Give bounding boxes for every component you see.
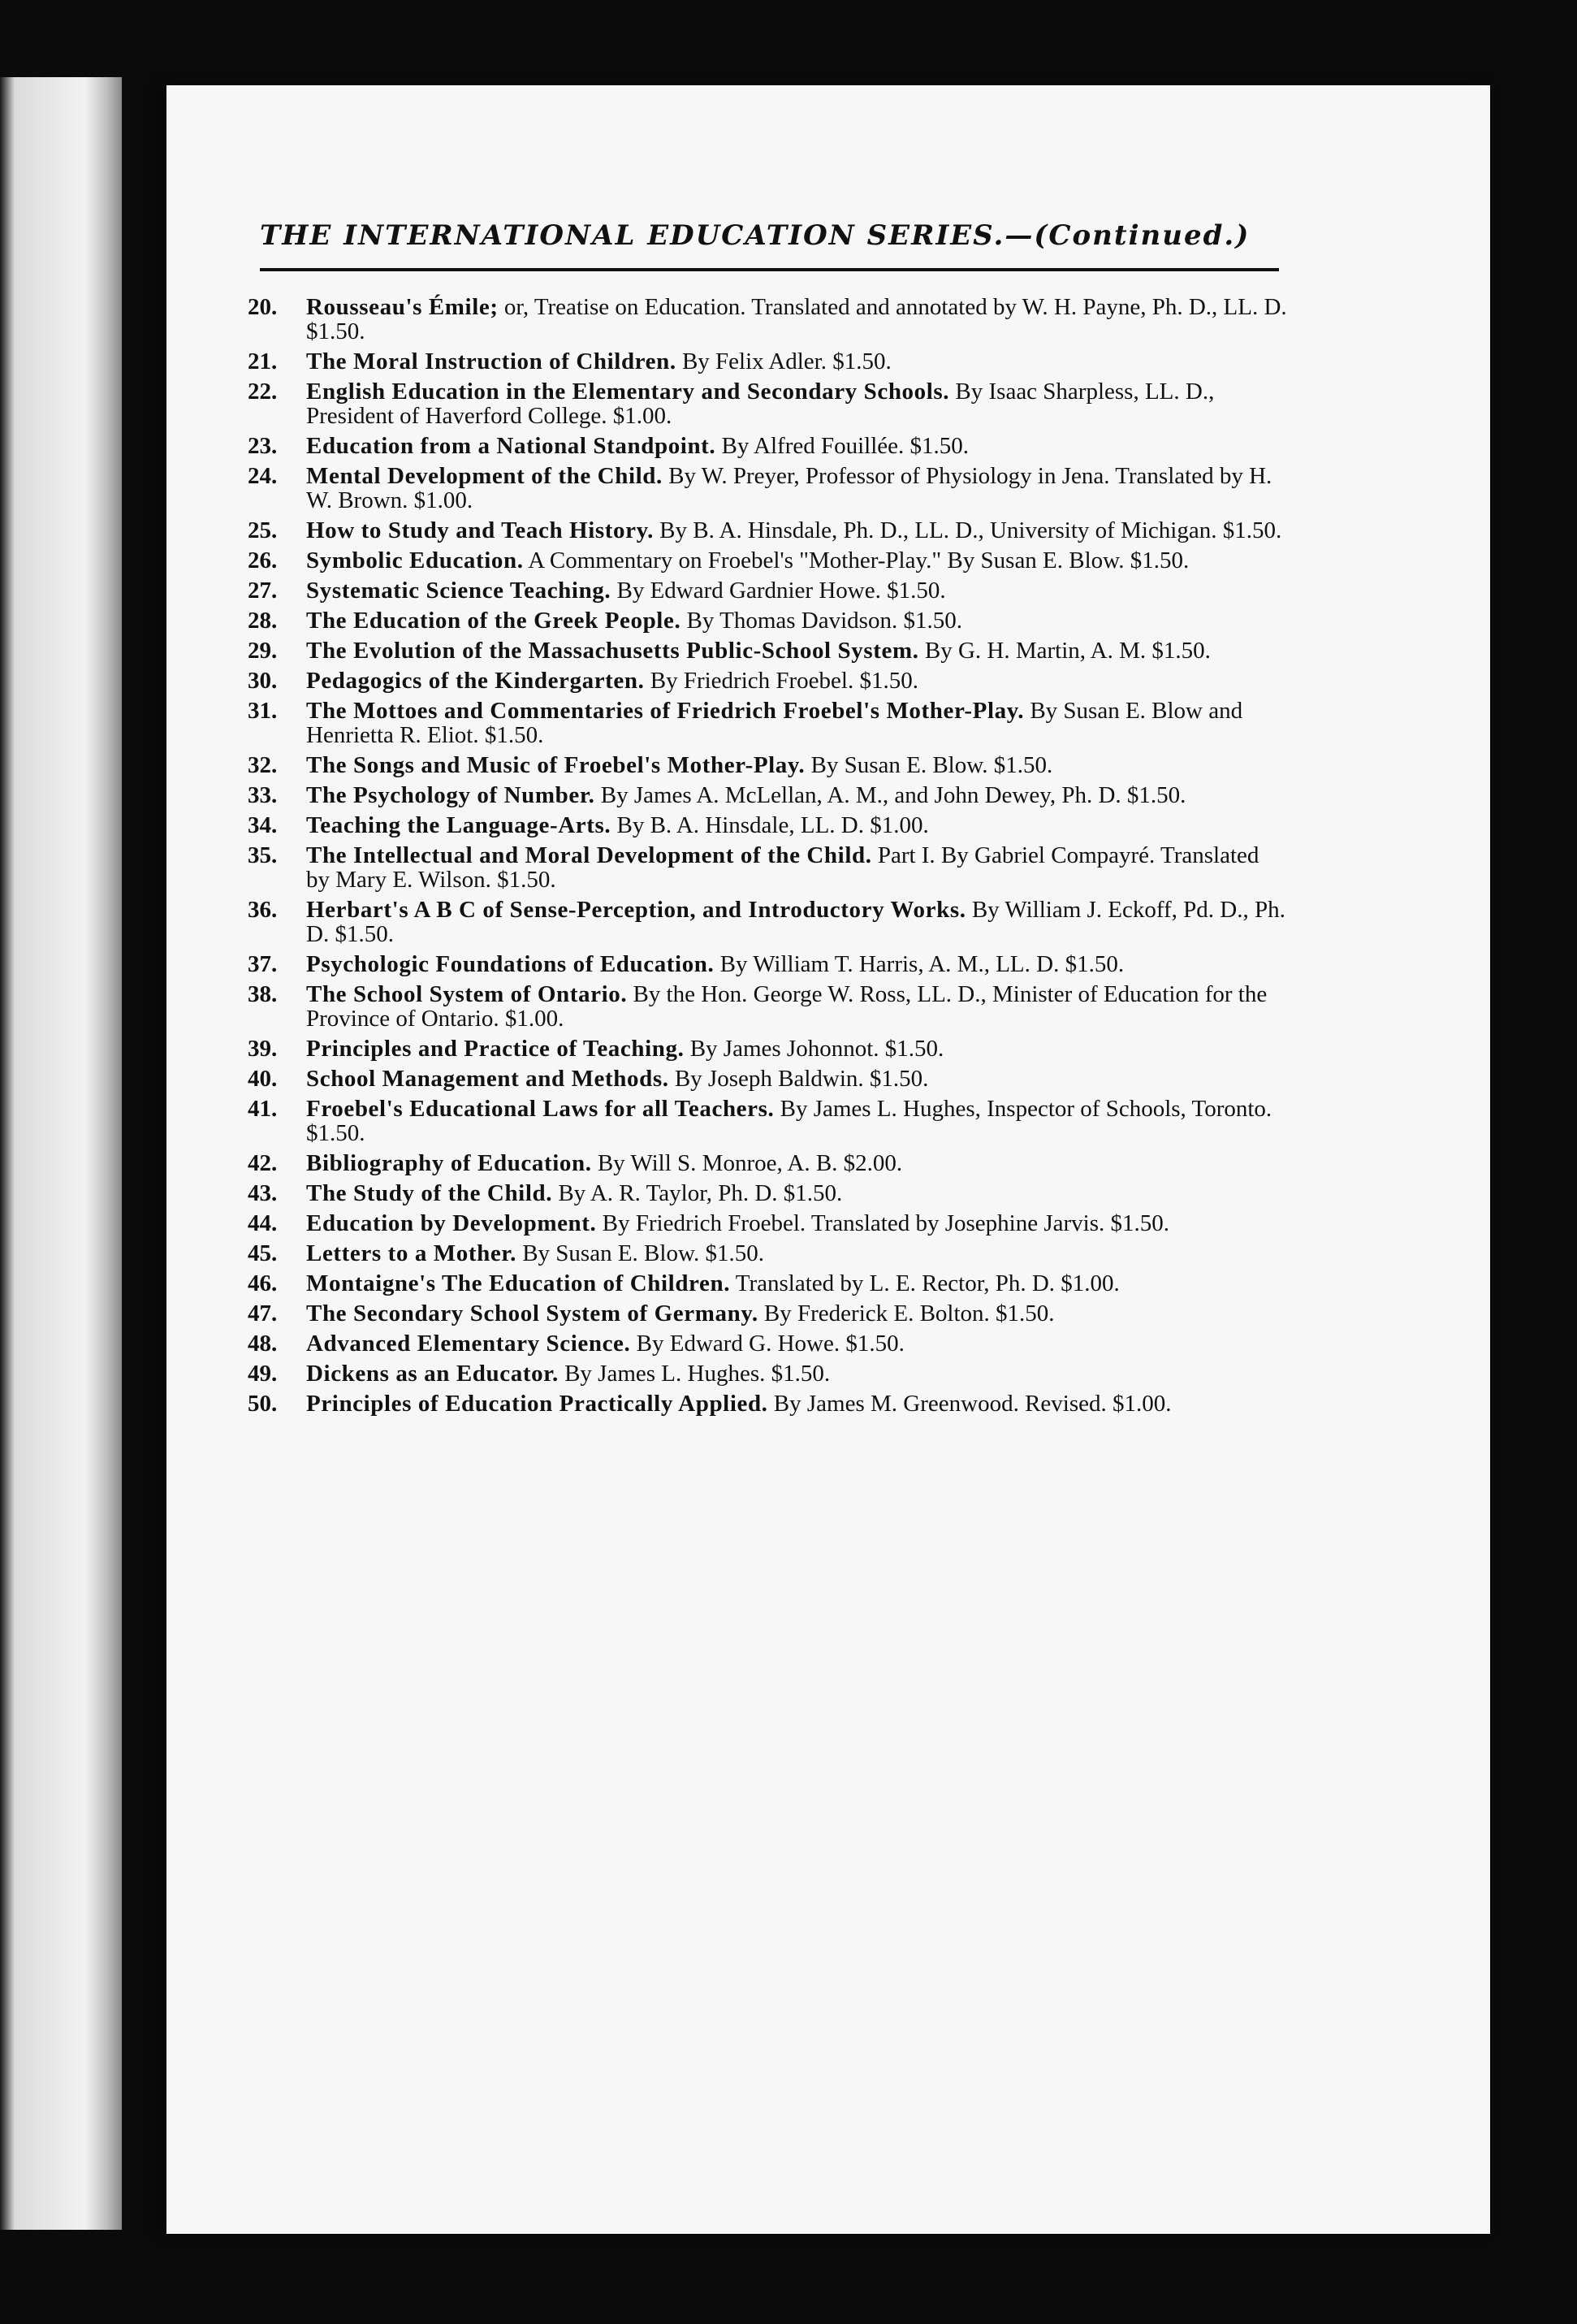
entry-number: 37. — [248, 951, 278, 977]
list-item — [248, 1271, 1287, 1296]
entry-number: 45. — [248, 1240, 278, 1266]
entry-number: 22. — [248, 379, 278, 405]
entry-text — [306, 379, 1287, 428]
entry-title: How to Study and Teach History. — [306, 517, 654, 543]
entry-text — [306, 1067, 1287, 1091]
entry-number: 38. — [248, 981, 278, 1007]
list-item — [248, 1211, 1287, 1236]
entry-text — [306, 1241, 1287, 1266]
entry-number: 35. — [248, 842, 278, 868]
entry-text — [306, 813, 1287, 837]
entry-title: Rousseau's Émile; — [306, 294, 499, 320]
series-list — [248, 295, 1287, 1422]
entry-number: 25. — [248, 517, 278, 543]
entry-detail: or, Treatise on Education. Translated and annotated by W. H. Payne, Ph. D., LL. D. $1.50. — [306, 294, 1287, 344]
list-item — [248, 349, 1287, 374]
entry-title: Letters to a Mother. — [306, 1240, 516, 1266]
entry-text — [306, 982, 1287, 1031]
entry-title: Symbolic Education. — [306, 547, 524, 573]
entry-number: 47. — [248, 1300, 278, 1326]
list-item — [248, 578, 1287, 603]
entry-number: 21. — [248, 348, 278, 374]
entry-number: 49. — [248, 1361, 278, 1387]
entry-number: 30. — [248, 668, 278, 694]
entry-text — [306, 1151, 1287, 1175]
entry-text — [306, 1181, 1287, 1205]
entry-number: 28. — [248, 608, 278, 634]
entry-detail: A Commentary on Froebel's "Mother-Play." By Susan E. Blow. $1.50. — [528, 547, 1190, 573]
entry-detail: By Edward Gardnier Howe. $1.50. — [616, 578, 946, 604]
list-item — [248, 1361, 1287, 1386]
entry-text — [306, 464, 1287, 513]
entry-detail: By Susan E. Blow. $1.50. — [522, 1240, 765, 1266]
entry-title: Education from a National Standpoint. — [306, 433, 716, 459]
entry-title: Herbart's A B C of Sense-Perception, and Introductory Works. — [306, 897, 966, 923]
entry-title: Systematic Science Teaching. — [306, 578, 611, 604]
entry-detail: By James A. McLellan, A. M., and John Dewey, Ph. D. $1.50. — [600, 782, 1186, 808]
entry-number: 39. — [248, 1036, 278, 1062]
entry-number: 27. — [248, 578, 278, 604]
entry-detail: By James L. Hughes, Inspector of Schools, Toronto. $1.50. — [306, 1096, 1272, 1146]
entry-detail: By B. A. Hinsdale, LL. D. $1.00. — [616, 812, 929, 838]
entry-detail: By William T. Harris, A. M., LL. D. $1.50. — [719, 951, 1125, 977]
list-item — [248, 1241, 1287, 1266]
entry-text — [306, 638, 1287, 663]
entry-title: The Psychology of Number. — [306, 782, 595, 808]
list-item — [248, 608, 1287, 633]
entry-number: 46. — [248, 1270, 278, 1296]
entry-title: The Intellectual and Moral Development of the Child. — [306, 842, 872, 868]
list-item — [248, 669, 1287, 693]
facing-page-edge — [0, 77, 122, 2230]
entry-detail: By Edward G. Howe. $1.50. — [636, 1331, 905, 1357]
entry-number: 29. — [248, 638, 278, 664]
list-item — [248, 548, 1287, 573]
entry-number: 40. — [248, 1066, 278, 1092]
entry-title: School Management and Methods. — [306, 1066, 669, 1092]
list-item — [248, 1067, 1287, 1091]
list-item — [248, 1331, 1287, 1356]
entry-title: Mental Development of the Child. — [306, 463, 663, 489]
entry-text — [306, 1331, 1287, 1356]
list-item — [248, 898, 1287, 946]
entry-number: 41. — [248, 1096, 278, 1122]
entry-detail: By B. A. Hinsdale, Ph. D., LL. D., University of Michigan. $1.50. — [659, 517, 1282, 543]
list-item — [248, 1301, 1287, 1326]
page-title: THE INTERNATIONAL EDUCATION SERIES.—(Continued.) — [260, 219, 1251, 252]
list-item — [248, 699, 1287, 747]
entry-detail: By Susan E. Blow and Henrietta R. Eliot. $1.50. — [306, 698, 1243, 748]
entry-text — [306, 349, 1287, 374]
entry-number: 34. — [248, 812, 278, 838]
entry-detail: Translated by L. E. Rector, Ph. D. $1.00. — [735, 1270, 1120, 1296]
entry-number: 43. — [248, 1180, 278, 1206]
entry-detail: By W. Preyer, Professor of Physiology in Jena. Translated by H. W. Brown. $1.00. — [306, 463, 1272, 513]
entry-text — [306, 1391, 1287, 1416]
entry-detail: By Isaac Sharpless, LL. D., President of Haverford College. $1.00. — [306, 379, 1215, 429]
entry-text — [306, 753, 1287, 777]
entry-text — [306, 1211, 1287, 1236]
list-item — [248, 1036, 1287, 1061]
entry-title: Psychologic Foundations of Education. — [306, 951, 715, 977]
entry-detail: Part I. By Gabriel Compayré. Translated by Mary E. Wilson. $1.50. — [306, 842, 1259, 893]
entry-title: Bibliography of Education. — [306, 1150, 592, 1176]
list-item — [248, 1391, 1287, 1416]
entry-number: 44. — [248, 1210, 278, 1236]
entry-title: Froebel's Educational Laws for all Teachers. — [306, 1096, 775, 1122]
entry-detail: By A. R. Taylor, Ph. D. $1.50. — [558, 1180, 843, 1206]
entry-detail: By James L. Hughes. $1.50. — [564, 1361, 831, 1387]
entry-detail: By Alfred Fouillée. $1.50. — [721, 433, 970, 459]
list-item — [248, 783, 1287, 807]
entry-text — [306, 1097, 1287, 1145]
entry-detail: By James Johonnot. $1.50. — [689, 1036, 944, 1062]
entry-detail: By Will S. Monroe, A. B. $2.00. — [597, 1150, 903, 1176]
entry-text — [306, 434, 1287, 458]
entry-text — [306, 1361, 1287, 1386]
entry-text — [306, 952, 1287, 976]
entry-text — [306, 1271, 1287, 1296]
entry-text — [306, 1301, 1287, 1326]
entry-text — [306, 843, 1287, 892]
entry-title: Education by Development. — [306, 1210, 597, 1236]
entry-detail: By Joseph Baldwin. $1.50. — [674, 1066, 929, 1092]
entry-text — [306, 669, 1287, 693]
entry-number: 36. — [248, 897, 278, 923]
header-rule — [260, 268, 1279, 271]
list-item — [248, 1097, 1287, 1145]
entry-detail: By James M. Greenwood. Revised. $1.00. — [773, 1391, 1172, 1417]
entry-title: The School System of Ontario. — [306, 981, 628, 1007]
list-item — [248, 1181, 1287, 1205]
entry-text — [306, 608, 1287, 633]
entry-text — [306, 1036, 1287, 1061]
entry-title: The Moral Instruction of Children. — [306, 348, 676, 374]
entry-text — [306, 548, 1287, 573]
entry-number: 23. — [248, 433, 278, 459]
entry-detail: By Felix Adler. $1.50. — [681, 348, 892, 374]
entry-text — [306, 898, 1287, 946]
entry-text — [306, 783, 1287, 807]
entry-number: 48. — [248, 1331, 278, 1357]
entry-text — [306, 518, 1287, 543]
entry-detail: By Susan E. Blow. $1.50. — [810, 752, 1053, 778]
entry-detail: By Friedrich Froebel. Translated by Josephine Jarvis. $1.50. — [602, 1210, 1169, 1236]
entry-detail: By William J. Eckoff, Pd. D., Ph. D. $1.50. — [306, 897, 1285, 947]
entry-title: Pedagogics of the Kindergarten. — [306, 668, 645, 694]
entry-title: The Songs and Music of Froebel's Mother-Play. — [306, 752, 806, 778]
entry-text — [306, 295, 1287, 344]
entry-detail: By G. H. Martin, A. M. $1.50. — [924, 638, 1211, 664]
entry-title: The Education of the Greek People. — [306, 608, 681, 634]
entry-title: Advanced Elementary Science. — [306, 1331, 631, 1357]
entry-title: Principles and Practice of Teaching. — [306, 1036, 685, 1062]
entry-title: The Evolution of the Massachusetts Public-School System. — [306, 638, 919, 664]
entry-number: 24. — [248, 463, 278, 489]
entry-title: Principles of Education Practically Applied. — [306, 1391, 768, 1417]
entry-text — [306, 699, 1287, 747]
list-item — [248, 638, 1287, 663]
entry-number: 20. — [248, 294, 278, 320]
list-item — [248, 1151, 1287, 1175]
entry-title: Teaching the Language-Arts. — [306, 812, 611, 838]
entry-title: The Mottoes and Commentaries of Friedrich Froebel's Mother-Play. — [306, 698, 1025, 724]
list-item — [248, 843, 1287, 892]
list-item — [248, 464, 1287, 513]
entry-title: Montaigne's The Education of Children. — [306, 1270, 731, 1296]
list-item — [248, 295, 1287, 344]
entry-title: Dickens as an Educator. — [306, 1361, 559, 1387]
book-page — [166, 85, 1490, 2234]
entry-number: 31. — [248, 698, 278, 724]
entry-detail: By Frederick E. Bolton. $1.50. — [763, 1300, 1055, 1326]
entry-title: The Study of the Child. — [306, 1180, 553, 1206]
list-item — [248, 434, 1287, 458]
entry-title: English Education in the Elementary and Secondary Schools. — [306, 379, 950, 405]
list-item — [248, 518, 1287, 543]
entry-text — [306, 578, 1287, 603]
entry-number: 26. — [248, 547, 278, 573]
list-item — [248, 982, 1287, 1031]
entry-number: 33. — [248, 782, 278, 808]
entry-number: 42. — [248, 1150, 278, 1176]
entry-detail: By Thomas Davidson. $1.50. — [686, 608, 962, 634]
list-item — [248, 379, 1287, 428]
entry-number: 32. — [248, 752, 278, 778]
list-item — [248, 952, 1287, 976]
list-item — [248, 813, 1287, 837]
entry-detail: By the Hon. George W. Ross, LL. D., Minister of Education for the Province of Ontario. $1.00. — [306, 981, 1268, 1032]
entry-detail: By Friedrich Froebel. $1.50. — [650, 668, 918, 694]
entry-number: 50. — [248, 1391, 278, 1417]
list-item — [248, 753, 1287, 777]
entry-title: The Secondary School System of Germany. — [306, 1300, 758, 1326]
